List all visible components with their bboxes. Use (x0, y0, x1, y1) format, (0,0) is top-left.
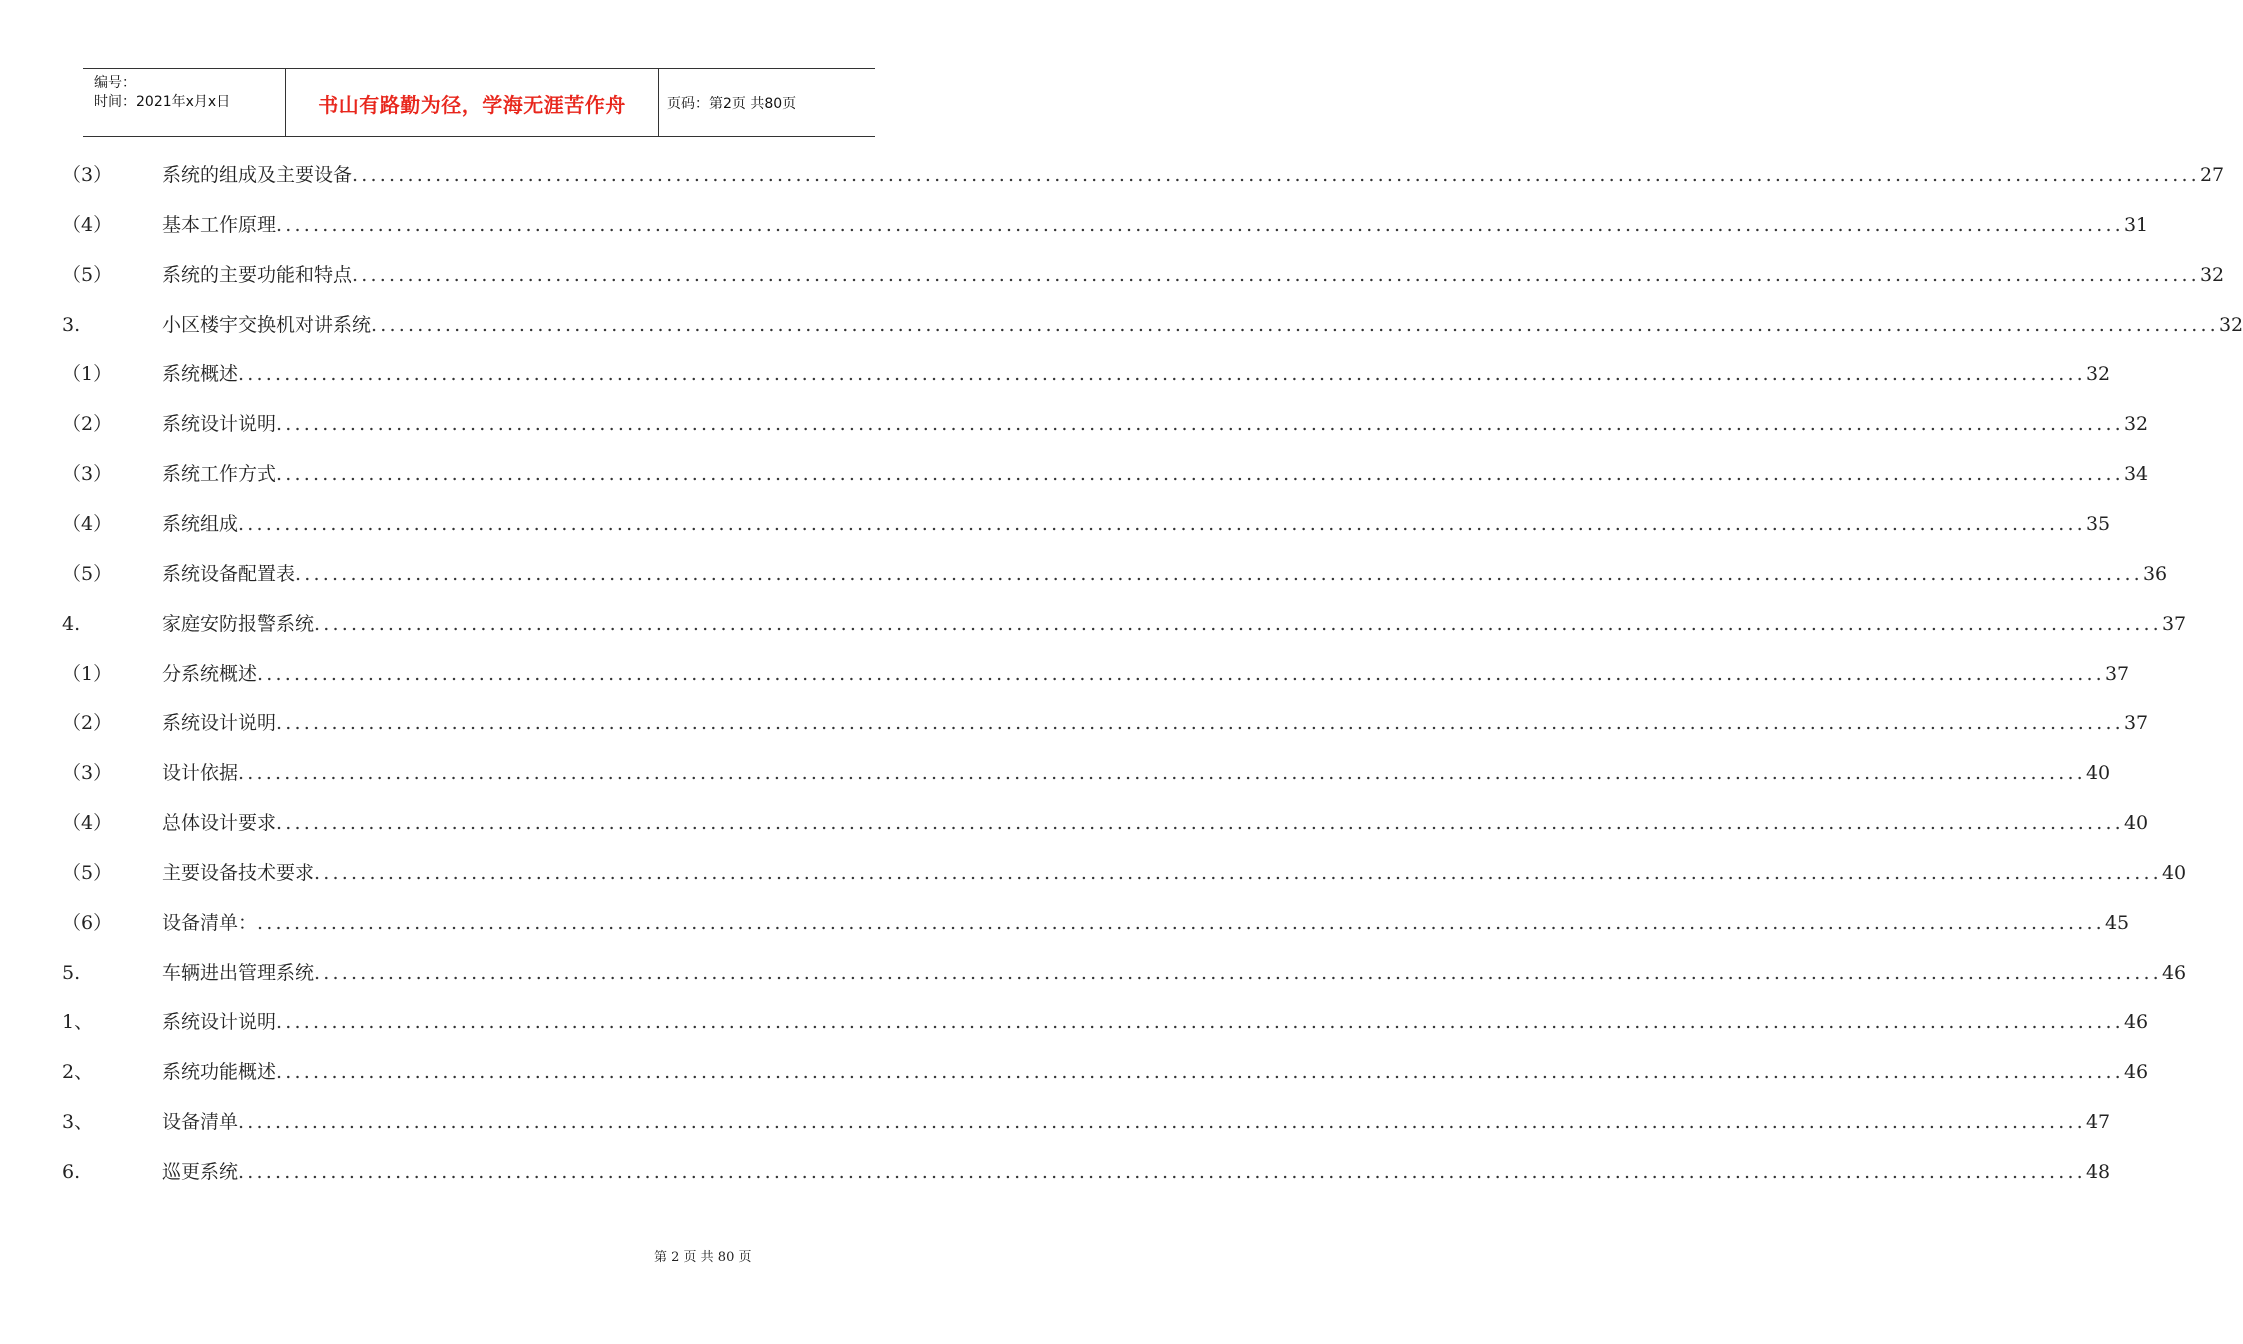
toc-entry-number: 3、 (62, 1111, 94, 1134)
toc-leader-dots: ........................................................................................................................................................................................................ (314, 861, 2162, 884)
toc-entry-title: 系统的主要功能和特点 (162, 263, 353, 286)
toc-leader-dots: ........................................................................................................................................................................................................ (295, 562, 2143, 585)
toc-entry[interactable] (0, 559, 2168, 589)
toc-entry-body (162, 1007, 2149, 1037)
toc-entry-number: （1） (62, 363, 113, 386)
toc-entry-number: （6） (62, 911, 113, 934)
toc-leader-dots: ........................................................................................................................................................................................................ (276, 1011, 2124, 1034)
document-time-label: 时间：2021年x月x日 (94, 94, 231, 110)
toc-entry-page: 37 (2161, 612, 2187, 635)
toc-entry[interactable] (0, 858, 2187, 888)
page-footer: 第 2 页 共 80 页 (654, 1250, 752, 1265)
toc-leader-dots: ........................................................................................................................................................................................................ (257, 662, 2105, 685)
toc-entry[interactable] (0, 659, 2130, 689)
toc-entry-page: 32 (2085, 363, 2111, 386)
toc-leader-dots: ........................................................................................................................................................................................................ (238, 1111, 2086, 1134)
toc-entry-body (162, 858, 2187, 888)
toc-entry-body (162, 1057, 2149, 1087)
toc-entry-body (162, 210, 2149, 240)
toc-entry-title: 设计依据 (162, 762, 239, 785)
toc-entry-body (162, 459, 2149, 489)
toc-entry-page: 35 (2085, 512, 2111, 535)
toc-entry-title: 系统设计说明 (162, 1011, 277, 1034)
header-page-cell (658, 69, 875, 136)
toc-entry-number: 1、 (62, 1011, 94, 1034)
toc-entry-page: 31 (2123, 213, 2149, 236)
toc-entry-title: 小区楼宇交换机对讲系统 (162, 313, 372, 336)
toc-entry-page: 37 (2104, 662, 2130, 685)
toc-entry[interactable] (0, 359, 2111, 389)
toc-entry-title: 设备清单： (162, 911, 258, 934)
toc-entry-title: 车辆进出管理系统 (162, 961, 315, 984)
toc-leader-dots: ........................................................................................................................................................................................................ (352, 263, 2200, 286)
toc-entry[interactable] (0, 210, 2149, 240)
toc-entry-page: 32 (2199, 263, 2225, 286)
toc-entry-body (162, 758, 2111, 788)
toc-leader-dots: ........................................................................................................................................................................................................ (276, 812, 2124, 835)
toc-entry-page: 46 (2123, 1061, 2149, 1084)
toc-entry-title: 分系统概述 (162, 662, 258, 685)
toc-entry-number: （3） (62, 463, 113, 486)
toc-entry-page: 34 (2123, 463, 2149, 486)
toc-entry-page: 47 (2085, 1111, 2111, 1134)
toc-entry-body (162, 160, 2225, 190)
toc-entry-number: （3） (62, 762, 113, 785)
toc-entry-number: 3. (62, 313, 81, 336)
toc-entry-page: 46 (2123, 1011, 2149, 1034)
toc-entry-title: 基本工作原理 (162, 213, 277, 236)
toc-entry-title: 系统设计说明 (162, 413, 277, 436)
toc-leader-dots: ........................................................................................................................................................................................................ (238, 762, 2086, 785)
toc-entry-page: 36 (2142, 562, 2168, 585)
toc-entry[interactable] (0, 509, 2111, 539)
toc-entry-page: 45 (2104, 911, 2130, 934)
toc-entry-body (162, 310, 2243, 340)
toc-entry-number: （1） (62, 662, 113, 685)
toc-entry[interactable] (0, 1157, 2111, 1187)
toc-entry[interactable] (0, 958, 2187, 988)
toc-entry-number: （2） (62, 413, 113, 436)
toc-entry[interactable] (0, 409, 2149, 439)
toc-entry-body (162, 1157, 2111, 1187)
toc-leader-dots: ........................................................................................................................................................................................................ (314, 961, 2162, 984)
toc-entry-page: 27 (2199, 164, 2225, 186)
header-meta (83, 69, 285, 136)
toc-entry-page: 40 (2085, 762, 2111, 785)
toc-entry-title: 设备清单 (162, 1111, 239, 1134)
toc-entry-number: （2） (62, 712, 113, 735)
toc-entry-page: 40 (2161, 861, 2187, 884)
toc-leader-dots: ........................................................................................................................................................................................................ (238, 1161, 2086, 1183)
toc-entry[interactable] (0, 609, 2187, 639)
toc-leader-dots: ........................................................................................................................................................................................................ (257, 911, 2105, 934)
toc-entry-body (162, 659, 2130, 689)
toc-entry-title: 总体设计要求 (162, 812, 277, 835)
toc-entry[interactable] (0, 459, 2149, 489)
toc-entry[interactable] (0, 160, 2225, 190)
toc-entry-number: （5） (62, 263, 113, 286)
toc-entry-number: 5. (62, 961, 81, 984)
toc-entry-title: 系统概述 (162, 363, 239, 386)
toc-leader-dots: ........................................................................................................................................................................................................ (238, 512, 2086, 535)
document-number-label: 编号： (94, 75, 136, 91)
toc-entry-page: 32 (2123, 413, 2149, 436)
header-motto: 书山有路勤为径，学海无涯苦作舟 (318, 93, 626, 117)
toc-entry-body (162, 908, 2130, 938)
toc-entry-body (162, 509, 2111, 539)
toc-leader-dots: ........................................................................................................................................................................................................ (371, 313, 2219, 336)
toc-leader-dots: ........................................................................................................................................................................................................ (276, 213, 2124, 236)
toc-entry[interactable] (0, 1007, 2149, 1037)
toc-leader-dots: ........................................................................................................................................................................................................ (276, 413, 2124, 436)
toc-entry-body (162, 409, 2149, 439)
toc-entry-title: 主要设备技术要求 (162, 861, 315, 884)
toc-entry-title: 家庭安防报警系统 (162, 612, 315, 635)
toc-entry-page: 32 (2218, 313, 2243, 336)
toc-entry-body (162, 1107, 2111, 1137)
toc-entry-body (162, 559, 2168, 589)
toc-entry[interactable] (0, 1107, 2111, 1137)
toc-entry-page: 48 (2085, 1161, 2111, 1183)
toc-entry[interactable] (0, 808, 2149, 838)
header-page-info: 页码：第2页 共80页 (667, 95, 797, 112)
toc-leader-dots: ........................................................................................................................................................................................................ (276, 1061, 2124, 1084)
toc-entry-page: 40 (2123, 812, 2149, 835)
toc-entry-page: 37 (2123, 712, 2149, 735)
toc-entry-number: 4. (62, 612, 81, 635)
toc-entry-body (162, 260, 2225, 290)
toc-entry-page: 46 (2161, 961, 2187, 984)
toc-entry[interactable] (0, 758, 2111, 788)
toc-entry-number: （5） (62, 861, 113, 884)
toc-entry[interactable] (0, 310, 2243, 340)
toc-entry[interactable] (0, 708, 2149, 738)
toc-entry-title: 系统功能概述 (162, 1061, 277, 1084)
toc-entry-title: 系统的组成及主要设备 (162, 164, 353, 186)
toc-leader-dots: ........................................................................................................................................................................................................ (314, 612, 2162, 635)
header-motto-cell (285, 69, 659, 136)
toc-entry-body (162, 958, 2187, 988)
toc-entry-number: 6. (62, 1161, 81, 1183)
toc-entry-body (162, 808, 2149, 838)
toc-entry-number: 2、 (62, 1061, 94, 1084)
toc-entry-number: （4） (62, 512, 113, 535)
toc-leader-dots: ........................................................................................................................................................................................................ (238, 363, 2086, 386)
toc-entry-title: 系统设计说明 (162, 712, 277, 735)
toc-leader-dots: ........................................................................................................................................................................................................ (352, 164, 2200, 186)
toc-entry-title: 系统工作方式 (162, 463, 277, 486)
toc-entry[interactable] (0, 260, 2225, 290)
toc-entry-title: 巡更系统 (162, 1161, 239, 1183)
toc-entry-body (162, 609, 2187, 639)
toc-entry[interactable] (0, 908, 2130, 938)
toc-entry[interactable] (0, 1057, 2149, 1087)
toc-entry-title: 系统组成 (162, 512, 239, 535)
toc-entry-number: （4） (62, 213, 113, 236)
toc-leader-dots: ........................................................................................................................................................................................................ (276, 463, 2124, 486)
toc-leader-dots: ........................................................................................................................................................................................................ (276, 712, 2124, 735)
toc-entry-body (162, 359, 2111, 389)
toc-entry-body (162, 708, 2149, 738)
toc-entry-number: （5） (62, 562, 113, 585)
page-header (83, 68, 875, 137)
toc-entry-number: （4） (62, 812, 113, 835)
toc-entry-number: （3） (62, 164, 113, 186)
toc-entry-title: 系统设备配置表 (162, 562, 296, 585)
